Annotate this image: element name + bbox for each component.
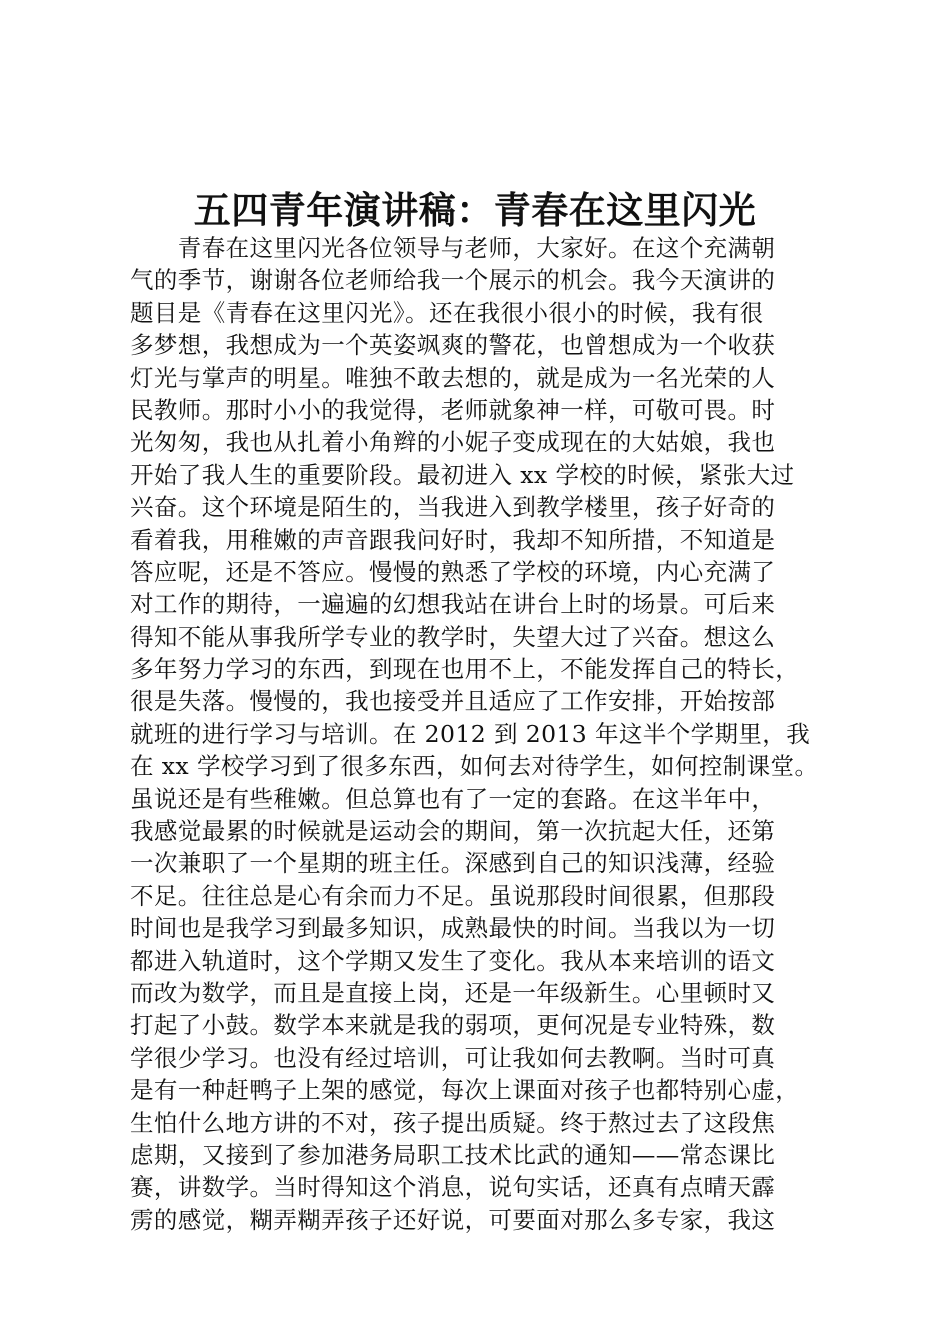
body-line: 气的季节，谢谢各位老师给我一个展示的机会。我今天演讲的 — [130, 266, 776, 295]
body-line: 答应呢，还是不答应。慢慢的熟悉了学校的环境，内心充满了 — [130, 557, 776, 586]
body-line: 就班的进行学习与培训。在 2012 到 2013 年这半个学期里，我 — [130, 719, 811, 748]
body-line: 生怕什么地方讲的不对，孩子提出质疑。终于熬过去了这段焦 — [130, 1108, 776, 1137]
body-line: 多梦想，我想成为一个英姿飒爽的警花，也曾想成为一个收获 — [130, 331, 776, 360]
document-title: 五四青年演讲稿：青春在这里闪光 — [193, 188, 757, 232]
body-line: 光匆匆，我也从扎着小角辫的小妮子变成现在的大姑娘，我也 — [130, 428, 776, 457]
body-line: 兴奋。这个环境是陌生的，当我进入到教学楼里，孩子好奇的 — [130, 493, 776, 522]
body-line: 不足。往往总是心有余而力不足。虽说那段时间很累，但那段 — [130, 881, 776, 910]
body-line: 打起了小鼓。数学本来就是我的弱项，更何况是专业特殊，数 — [130, 1011, 776, 1040]
body-line: 赛，讲数学。当时得知这个消息，说句实话，还真有点晴天霹 — [130, 1173, 776, 1202]
body-line: 题目是《青春在这里闪光》。还在我很小很小的时候，我有很 — [130, 298, 764, 327]
body-line: 时间也是我学习到最多知识，成熟最快的时间。当我以为一切 — [130, 914, 776, 943]
body-paragraph — [130, 232, 830, 1234]
body-line: 多年努力学习的东西，到现在也用不上，不能发挥自己的特长， — [130, 655, 800, 684]
body-line: 看着我，用稚嫩的声音跟我问好时，我却不知所措，不知道是 — [130, 525, 776, 554]
body-line: 民教师。那时小小的我觉得，老师就象神一样，可敬可畏。时 — [130, 395, 776, 424]
body-line: 而改为数学，而且是直接上岗，还是一年级新生。心里顿时又 — [130, 978, 776, 1007]
body-line: 雳的感觉，糊弄糊弄孩子还好说，可要面对那么多专家，我这 — [130, 1205, 776, 1234]
body-line: 对工作的期待，一遍遍的幻想我站在讲台上时的场景。可后来 — [130, 590, 776, 619]
body-line: 得知不能从事我所学专业的教学时，失望大过了兴奋。想这么 — [130, 622, 776, 651]
body-line: 虽说还是有些稚嫩。但总算也有了一定的套路。在这半年中， — [130, 784, 776, 813]
body-line: 虑期，又接到了参加港务局职工技术比武的通知——常态课比 — [130, 1140, 776, 1169]
body-line: 我感觉最累的时候就是运动会的期间，第一次抗起大任，还第 — [130, 817, 776, 846]
body-line: 学很少学习。也没有经过培训，可让我如何去教啊。当时可真 — [130, 1043, 776, 1072]
body-line: 都进入轨道时，这个学期又发生了变化。我从本来培训的语文 — [130, 946, 776, 975]
body-line: 在 xx 学校学习到了很多东西，如何去对待学生，如何控制课堂。 — [130, 752, 819, 781]
body-line: 开始了我人生的重要阶段。最初进入 xx 学校的时候，紧张大过 — [130, 460, 795, 489]
body-line: 很是失落。慢慢的，我也接受并且适应了工作安排，开始按部 — [130, 687, 776, 716]
body-line: 一次兼职了一个星期的班主任。深感到自己的知识浅薄，经验 — [130, 849, 776, 878]
body-line: 是有一种赶鸭子上架的感觉，每次上课面对孩子也都特别心虚， — [130, 1076, 800, 1105]
body-line: 灯光与掌声的明星。唯独不敢去想的，就是成为一名光荣的人 — [130, 363, 776, 392]
body-line: 青春在这里闪光各位领导与老师，大家好。在这个充满朝 — [130, 234, 776, 262]
